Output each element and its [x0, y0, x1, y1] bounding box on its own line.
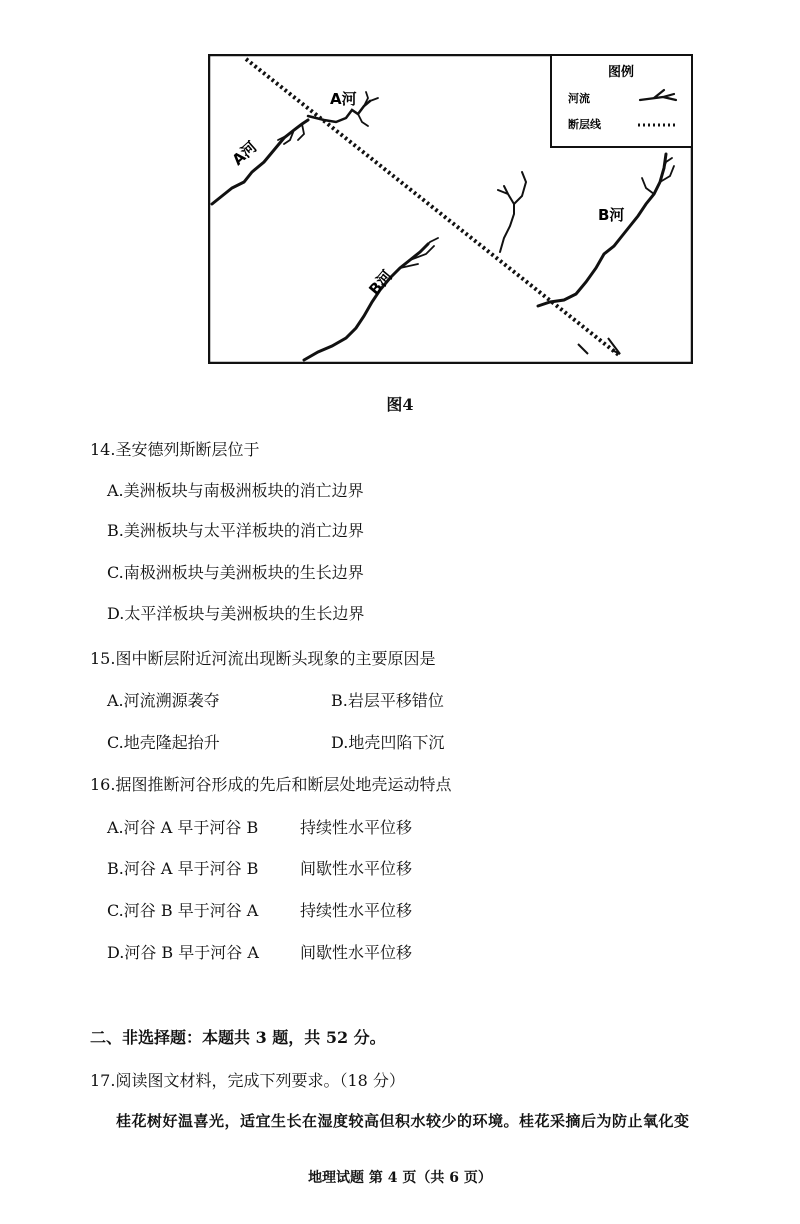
question-16-option-c-order: C.河谷 B 早于河谷 A	[107, 901, 259, 920]
question-15-option-d: D.地壳凹陷下沉	[331, 733, 445, 752]
question-14-option-b: B.美洲板块与太平洋板块的消亡边界	[107, 521, 364, 540]
b-river-lower	[304, 244, 428, 360]
question-16-option-d-motion: 间歇性水平位移	[300, 943, 413, 962]
question-17-stem: 17.阅读图文材料，完成下列要求。（18 分）	[90, 1071, 405, 1090]
question-16-option-b-motion: 间歇性水平位移	[300, 859, 413, 878]
figure-caption: 图4	[386, 395, 414, 414]
question-14-option-d: D.太平洋板块与美洲板块的生长边界	[107, 604, 365, 623]
legend	[551, 55, 692, 147]
question-16-option-d-order: D.河谷 B 早于河谷 A	[107, 943, 259, 962]
legend-river-label: 河流	[568, 92, 590, 105]
question-15-option-a: A.河流溯源袭夺	[107, 691, 220, 710]
question-17-paragraph: 桂花树好温喜光，适宜生长在湿度较高但积水较少的环境。桂花采摘后为防止氧化变	[116, 1112, 690, 1130]
question-16-option-a-order: A.河谷 A 早于河谷 B	[107, 818, 259, 837]
fault-river-map	[208, 54, 693, 364]
legend-fault-label: 断层线	[568, 118, 601, 131]
question-15-stem: 15.图中断层附近河流出现断头现象的主要原因是	[90, 649, 436, 668]
label-b-river-right: B河	[598, 206, 625, 224]
label-a-river-top: A河	[330, 90, 357, 108]
question-16-option-c-motion: 持续性水平位移	[300, 901, 413, 920]
label-b-river-bottom: B河	[365, 266, 397, 299]
question-16-option-a-motion: 持续性水平位移	[300, 818, 413, 837]
b-river-upper	[538, 154, 666, 306]
question-14-option-c: C.南极洲板块与美洲板块的生长边界	[107, 563, 364, 582]
question-14-option-a: A.美洲板块与南极洲板块的消亡边界	[107, 481, 364, 500]
question-16-stem: 16.据图推断河谷形成的先后和断层处地壳运动特点	[90, 775, 452, 794]
legend-title: 图例	[607, 65, 635, 80]
section-2-title: 二、非选择题：本题共 3 题，共 52 分。	[90, 1028, 386, 1047]
center-tributary	[498, 172, 526, 252]
page-footer: 地理试题 第 4 页（共 6 页）	[308, 1170, 492, 1186]
question-16-option-b-order: B.河谷 A 早于河谷 B	[107, 859, 259, 878]
label-a-river-left: A河	[228, 137, 261, 169]
question-15-option-c: C.地壳隆起抬升	[107, 733, 220, 752]
question-14-stem: 14.圣安德列斯断层位于	[90, 440, 260, 459]
question-15-option-b: B.岩层平移错位	[331, 691, 444, 710]
